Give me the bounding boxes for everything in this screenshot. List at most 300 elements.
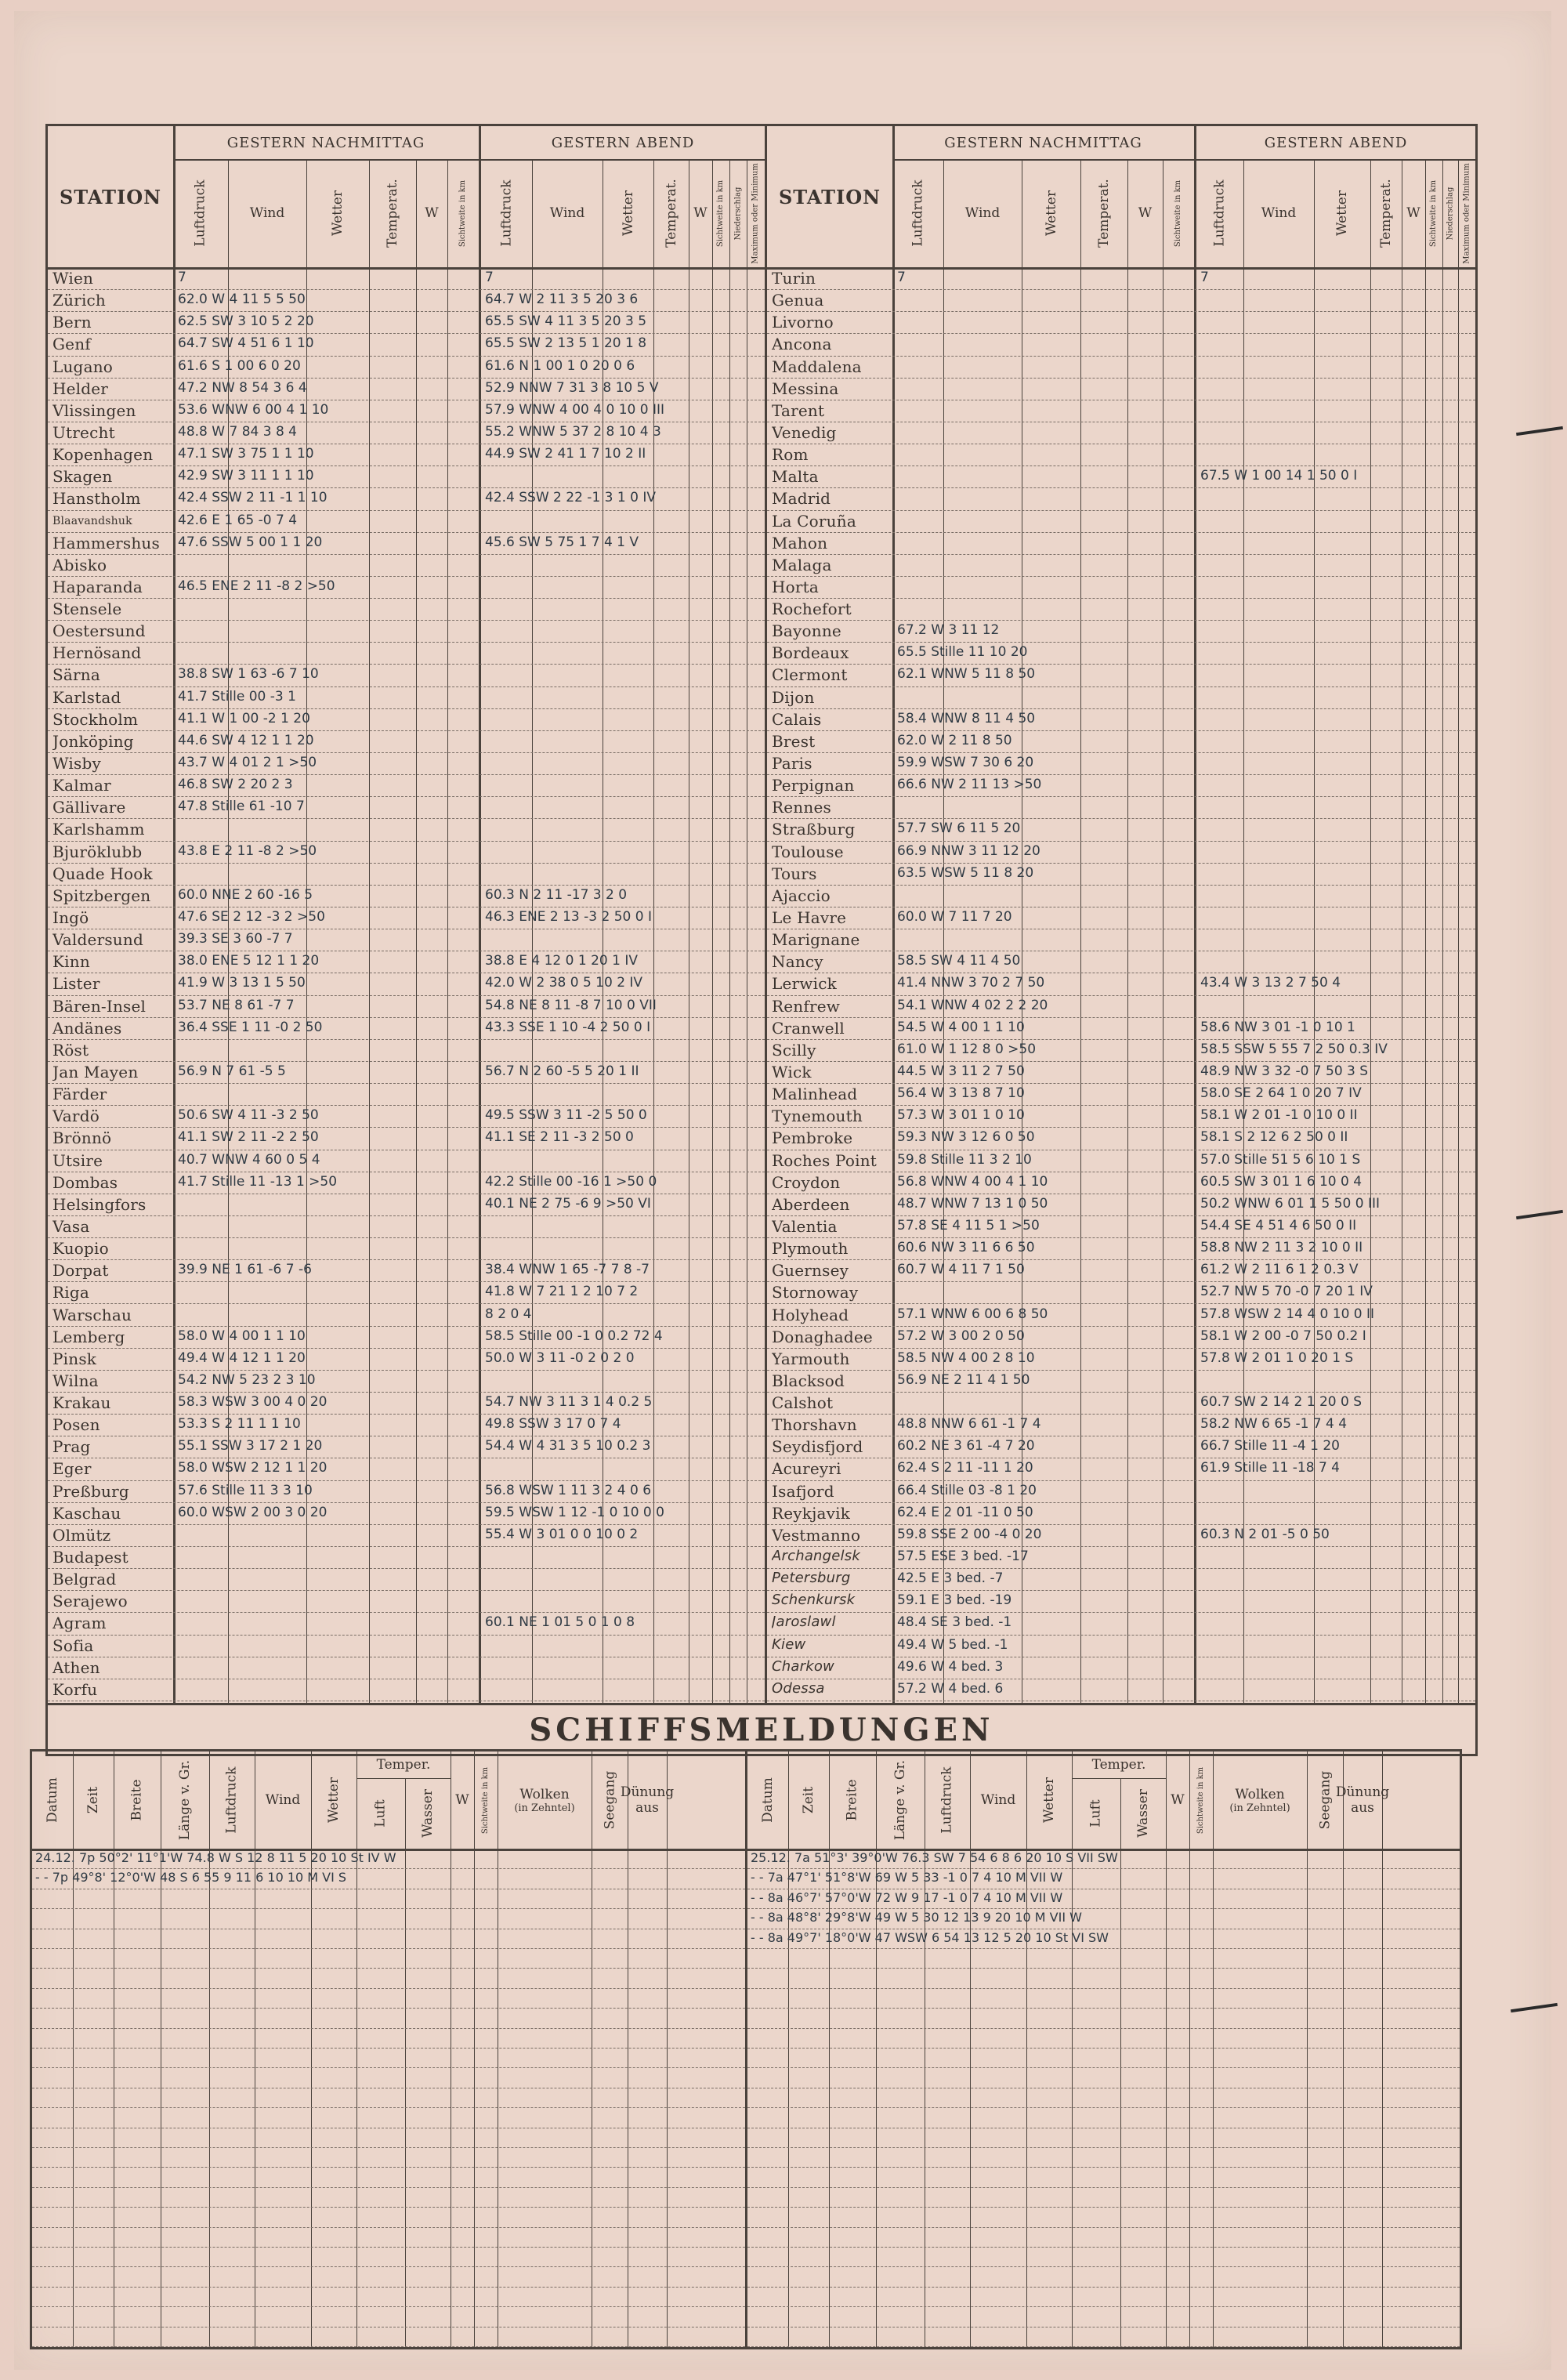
ship-col-wolken: Wolken (in Zehntel): [498, 1751, 592, 1849]
station-name: Schenkursk: [772, 1592, 856, 1609]
station-name: Kalmar: [52, 776, 111, 795]
ship-row: [32, 2266, 745, 2287]
ship-row: [747, 1988, 1460, 2009]
table-row: [767, 400, 1475, 422]
abend-values: 56.7 N 2 60 -5 5 20 1 II: [485, 1063, 639, 1079]
table-row: [48, 1281, 765, 1304]
nachmittag-values: 36.4 SSE 1 11 -0 2 50: [178, 1019, 323, 1035]
station-name: Genf: [52, 335, 91, 354]
abend-values: 55.4 W 3 01 0 0 10 0 2: [485, 1526, 639, 1542]
ship-col-wind: Wind: [970, 1751, 1027, 1849]
ship-col-sichtweite: Sichtweite in km: [474, 1751, 498, 1849]
station-name: Plymouth: [772, 1239, 849, 1259]
nachmittag-values: 54.2 NW 5 23 2 3 10: [178, 1371, 316, 1388]
station-name: Oestersund: [52, 621, 146, 641]
nachmittag-values: 55.1 SSW 3 17 2 1 20: [178, 1438, 323, 1454]
nachmittag-values: 53.7 NE 8 61 -7 7: [178, 997, 295, 1013]
station-name: Ajaccio: [772, 886, 831, 905]
station-name: Brönnö: [52, 1128, 112, 1148]
table-row: [767, 818, 1475, 841]
station-name: Dombas: [52, 1172, 118, 1192]
ship-row: [32, 1929, 745, 1949]
station-name: Korfu: [52, 1679, 98, 1699]
abend-values: 52.9 NNW 7 31 3 8 10 5 V: [485, 379, 659, 396]
table-row: [767, 1017, 1475, 1040]
table-row: [48, 465, 765, 488]
station-name: Odessa: [772, 1679, 825, 1697]
table-row: [48, 1546, 765, 1569]
table-row: [48, 1480, 765, 1503]
nachmittag-values: 57.2 W 3 00 2 0 50: [897, 1328, 1025, 1344]
station-name: Yarmouth: [772, 1349, 850, 1368]
station-name: Hammershus: [52, 533, 160, 552]
nachmittag-values: 62.0 W 4 11 5 5 50: [178, 292, 306, 308]
ship-col-wolken: Wolken (in Zehntel): [1213, 1751, 1308, 1849]
table-row: [48, 973, 765, 995]
table-row: [48, 1304, 765, 1327]
col-luftdruck-abend: Luftdruck: [1196, 159, 1244, 267]
abend-values: 52.7 NW 5 70 -0 7 20 1 IV: [1200, 1284, 1373, 1300]
station-column-header: STATION: [767, 126, 895, 267]
ship-col-seegang: Seegang: [592, 1751, 628, 1849]
abend-values: 42.4 SSW 2 22 -1 3 1 0 IV: [485, 490, 656, 506]
station-name: Valentia: [772, 1216, 838, 1236]
station-name: Preßburg: [52, 1481, 129, 1501]
table-row: [767, 929, 1475, 951]
table-row: [767, 1480, 1475, 1503]
nachmittag-values: 49.4 W 5 bed. -1: [897, 1636, 1008, 1653]
ship-col-duenung: Dünung aus: [628, 1751, 668, 1849]
station-name: Thorshavn: [772, 1415, 857, 1435]
col-sichtweite-abend: Sichtweite in km: [712, 159, 730, 267]
station-name: Brest: [772, 731, 816, 751]
table-row: [48, 400, 765, 422]
abend-values: 48.9 NW 3 32 -0 7 50 3 S: [1200, 1063, 1369, 1079]
col-wind: Wind: [228, 159, 307, 267]
abend-values: 60.5 SW 3 01 1 6 10 0 4: [1200, 1173, 1363, 1190]
ship-row: [747, 1849, 1460, 1869]
station-name: Aberdeen: [772, 1194, 850, 1214]
nachmittag-values: 42.5 E 3 bed. -7: [897, 1570, 1004, 1587]
nachmittag-values: 42.6 E 1 65 -0 7 4: [178, 512, 298, 528]
abend-values: 58.1 S 2 12 6 2 50 0 II: [1200, 1129, 1348, 1146]
ship-row: [747, 1929, 1460, 1949]
station-name: Turin: [772, 269, 816, 288]
table-row: [48, 1061, 765, 1084]
station-name: Quade Hook: [52, 864, 153, 883]
table-row: [48, 1083, 765, 1106]
ship-temper-group: Temper.: [356, 1751, 451, 1779]
abend-values: 67.5 W 1 00 14 1 50 0 I: [1200, 468, 1358, 484]
abend-values: 61.9 Stille 11 -18 7 4: [1200, 1460, 1340, 1476]
abend-values: 41.1 SE 2 11 -3 2 50 0: [485, 1129, 634, 1146]
table-row: [48, 1017, 765, 1040]
station-name: Messina: [772, 379, 839, 398]
abend-values: 7: [485, 270, 494, 285]
station-name: Athen: [52, 1657, 100, 1677]
station-name: Jonköping: [52, 731, 134, 751]
table-row: [767, 1304, 1475, 1327]
nachmittag-values: 59.8 Stille 11 3 2 10: [897, 1151, 1032, 1168]
station-name: Rom: [772, 445, 809, 465]
station-name: Jaroslawl: [772, 1614, 836, 1631]
table-row: [767, 951, 1475, 973]
table-row: [48, 1635, 765, 1657]
table-row: [48, 576, 765, 599]
table-row: [48, 532, 765, 555]
nachmittag-values: 43.7 W 4 01 2 1 >50: [178, 755, 317, 771]
nachmittag-values: 62.4 S 2 11 -11 1 20: [897, 1460, 1033, 1476]
ship-row: [32, 2088, 745, 2108]
table-row: [767, 752, 1475, 775]
station-name: Wick: [772, 1062, 812, 1081]
station-name: Seydisfjord: [772, 1437, 863, 1457]
station-name: Maddalena: [772, 357, 862, 376]
abend-values: 38.8 E 4 12 0 1 20 1 IV: [485, 953, 638, 969]
table-row: [767, 1568, 1475, 1591]
nachmittag-values: 61.0 W 1 12 8 0 >50: [897, 1041, 1037, 1057]
station-rows-right: [767, 267, 1475, 1703]
nachmittag-values: 40.7 WNW 4 60 0 5 4: [178, 1151, 320, 1168]
table-row: [48, 1370, 765, 1393]
abend-values: 54.4 SE 4 51 4 6 50 0 II: [1200, 1217, 1357, 1233]
station-name: Genua: [772, 291, 824, 310]
table-row: [48, 1524, 765, 1547]
col-w: W: [1127, 159, 1163, 267]
station-name: Gällivare: [52, 798, 126, 817]
ship-row: [747, 2306, 1460, 2327]
station-name: Croydon: [772, 1172, 841, 1192]
station-name: Rennes: [772, 798, 831, 817]
table-row: [767, 356, 1475, 379]
ship-row: [747, 2147, 1460, 2168]
station-name: Madrid: [772, 489, 831, 509]
nachmittag-values: 66.9 NNW 3 11 12 20: [897, 842, 1040, 859]
table-row: [48, 487, 765, 510]
col-luftdruck: Luftdruck: [173, 159, 229, 267]
station-name: Posen: [52, 1415, 100, 1435]
table-row: [48, 311, 765, 334]
table-row: [767, 907, 1475, 929]
station-name: Olmütz: [52, 1525, 111, 1545]
abend-values: 42.2 Stille 00 -16 1 >50 0: [485, 1173, 657, 1190]
station-name: Tynemouth: [772, 1107, 863, 1126]
abend-values: 61.2 W 2 11 6 1 2 0.3 V: [1200, 1262, 1359, 1278]
station-name: Malaga: [772, 555, 832, 574]
col-luftdruck: Luftdruck: [892, 159, 944, 267]
station-name: Särna: [52, 665, 100, 685]
ship-rows: [747, 1849, 1460, 2347]
nachmittag-values: 47.6 SE 2 12 -3 2 >50: [178, 909, 325, 925]
abend-group-header: GESTERN ABEND: [481, 126, 765, 161]
table-row: [767, 796, 1475, 819]
station-table-left: [48, 126, 767, 1703]
abend-values: 44.9 SW 2 41 1 7 10 2 II: [485, 446, 646, 462]
table-row: [48, 1458, 765, 1480]
abend-values: 58.8 NW 2 11 3 2 10 0 II: [1200, 1240, 1363, 1256]
station-name: Lister: [52, 974, 100, 994]
nachmittag-values: 49.4 W 4 12 1 1 20: [178, 1349, 306, 1366]
station-name: Reykjavik: [772, 1503, 851, 1523]
station-name: Renfrew: [772, 996, 841, 1016]
table-row: [767, 1281, 1475, 1304]
ship-row: [32, 2167, 745, 2187]
ship-entry: - - 7a 47°1' 51°8'W 69 W 5 33 -1 0 7 4 10 M VII W: [751, 1870, 1063, 1886]
nachmittag-values: 48.4 SE 3 bed. -1: [897, 1614, 1012, 1631]
station-name: Utrecht: [52, 422, 115, 442]
station-name: Färder: [52, 1085, 107, 1104]
table-row: [767, 1370, 1475, 1393]
abend-values: 45.6 SW 5 75 1 7 4 1 V: [485, 534, 639, 550]
nachmittag-values: 42.4 SSW 2 11 -1 1 10: [178, 490, 328, 506]
table-row: [767, 378, 1475, 400]
ship-col-duenung: Dünung aus: [1343, 1751, 1383, 1849]
station-name: Tarent: [772, 400, 825, 420]
table-row: [48, 730, 765, 753]
station-name: Roches Point: [772, 1150, 878, 1170]
ship-row: [32, 1868, 745, 1889]
station-name: Wilna: [52, 1371, 99, 1390]
table-row: [48, 1392, 765, 1415]
abend-values: 43.3 SSE 1 10 -4 2 50 0 I: [485, 1019, 651, 1035]
abend-values: 65.5 SW 4 11 3 5 20 3 5: [485, 313, 647, 330]
abend-values: 49.5 SSW 3 11 -2 5 50 0: [485, 1107, 647, 1124]
station-name: Vardö: [52, 1107, 100, 1126]
table-row: [767, 444, 1475, 466]
col-temperat: Temperat.: [369, 159, 417, 267]
ship-row: [32, 2187, 745, 2208]
col-wetter: Wetter: [1022, 159, 1081, 267]
station-name: Ancona: [772, 335, 832, 354]
nachmittag-values: 56.9 N 7 61 -5 5: [178, 1063, 286, 1079]
col-wetter-abend: Wetter: [603, 159, 654, 267]
table-row: [767, 532, 1475, 555]
table-row: [767, 510, 1475, 533]
ship-row: [32, 1889, 745, 1909]
col-temperat-abend: Temperat.: [1370, 159, 1402, 267]
station-name: Ingö: [52, 908, 89, 927]
table-row: [48, 929, 765, 951]
nachmittag-values: 47.8 Stille 61 -10 7: [178, 799, 305, 815]
station-name: Agram: [52, 1614, 107, 1633]
nachmittag-values: 59.1 E 3 bed. -19: [897, 1592, 1012, 1609]
abend-values: 57.8 WSW 2 14 4 0 10 0 II: [1200, 1306, 1375, 1322]
abend-values: 56.8 WSW 1 11 3 2 4 0 6: [485, 1482, 652, 1498]
abend-values: 66.7 Stille 11 -4 1 20: [1200, 1438, 1340, 1454]
nachmittag-values: 65.5 Stille 11 10 20: [897, 644, 1028, 661]
station-name: Vestmanno: [772, 1525, 861, 1545]
abend-values: 58.1 W 2 01 -1 0 10 0 II: [1200, 1107, 1358, 1124]
station-name: Malta: [772, 467, 819, 487]
table-row: [48, 1039, 765, 1062]
station-name: Petersburg: [772, 1570, 851, 1587]
ship-col-wetter: Wetter: [311, 1751, 357, 1849]
ship-entry: 24.12. 7p 50°2' 11°1'W 74.8 W S 12 8 11 5 20 10 St IV W: [35, 1850, 396, 1865]
table-row: [48, 378, 765, 400]
nachmittag-values: 56.4 W 3 13 8 7 10: [897, 1085, 1025, 1102]
ship-row: [747, 2107, 1460, 2128]
col-w-abend: W: [1402, 159, 1426, 267]
col-temperat: Temperat.: [1080, 159, 1128, 267]
table-row: [767, 1502, 1475, 1525]
nachmittag-values: 57.8 SE 4 11 5 1 >50: [897, 1217, 1040, 1233]
table-row: [48, 1127, 765, 1150]
abend-values: 60.3 N 2 01 -5 0 50: [1200, 1526, 1330, 1542]
ship-entry: - - 8a 48°8' 29°8'W 49 W 5 30 12 13 9 20 10 M VII W: [751, 1910, 1082, 1925]
abend-values: 46.3 ENE 2 13 -3 2 50 0 I: [485, 909, 652, 925]
ship-row: [747, 2327, 1460, 2347]
ship-row: [32, 2028, 745, 2049]
nachmittag-values: 62.5 SW 3 10 5 2 20: [178, 313, 314, 330]
abend-values: 50.0 W 3 11 -0 2 0 2 0: [485, 1349, 635, 1366]
station-name: La Coruña: [772, 511, 856, 531]
table-row: [48, 1172, 765, 1194]
col-wetter: Wetter: [306, 159, 370, 267]
ship-row: [747, 2048, 1460, 2068]
table-row: [767, 333, 1475, 356]
ship-col-seegang: Seegang: [1307, 1751, 1344, 1849]
station-name: Holyhead: [772, 1305, 849, 1324]
station-name: Hanstholm: [52, 489, 141, 509]
col-sichtweite: Sichtweite in km: [447, 159, 481, 267]
table-row: [767, 1150, 1475, 1172]
station-name: Bayonne: [772, 621, 841, 641]
station-name: Venedig: [772, 422, 837, 442]
ship-row: [747, 1889, 1460, 1909]
station-name: Utsire: [52, 1150, 103, 1170]
ship-col-luftdruck: Luftdruck: [925, 1751, 971, 1849]
abend-values: 61.6 N 1 00 1 0 20 0 6: [485, 357, 635, 374]
ship-entry: - - 8a 46°7' 57°0'W 72 W 9 17 -1 0 7 4 10 M VII W: [751, 1889, 1063, 1905]
ship-reports-title: SCHIFFSMELDUNGEN: [45, 1705, 1478, 1756]
table-row: [767, 1436, 1475, 1458]
station-name: Rochefort: [772, 600, 852, 619]
table-row: [767, 576, 1475, 599]
station-name: Abisko: [52, 555, 107, 574]
abend-values: 7: [1200, 270, 1209, 285]
ship-row: [747, 2266, 1460, 2287]
station-name: Marignane: [772, 930, 860, 950]
ship-table-right: [747, 1751, 1460, 2347]
table-row: [48, 1612, 765, 1635]
col-temperat-abend: Temperat.: [653, 159, 689, 267]
nachmittag-values: 60.2 NE 3 61 -4 7 20: [897, 1438, 1035, 1454]
col-sichtweite-abend: Sichtweite in km: [1425, 159, 1443, 267]
table-row: [48, 951, 765, 973]
station-name: Blacksod: [772, 1371, 845, 1390]
nachmittag-values: 47.6 SSW 5 00 1 1 20: [178, 534, 323, 550]
table-row: [48, 863, 765, 886]
station-name: Bären-Insel: [52, 996, 147, 1016]
station-name: Toulouse: [772, 842, 844, 861]
nachmittag-group-header: GESTERN NACHMITTAG: [173, 126, 481, 161]
nachmittag-values: 48.8 W 7 84 3 8 4: [178, 423, 297, 440]
nachmittag-values: 46.5 ENE 2 11 -8 2 >50: [178, 578, 335, 594]
ship-col-breite: Breite: [114, 1751, 161, 1849]
nachmittag-values: 41.4 NNW 3 70 2 7 50: [897, 975, 1045, 991]
abend-values: 58.0 SE 2 64 1 0 20 7 IV: [1200, 1085, 1362, 1102]
ship-row: [32, 2128, 745, 2148]
table-row: [767, 973, 1475, 995]
nachmittag-values: 57.5 ESE 3 bed. -17: [897, 1549, 1029, 1565]
ship-row: [747, 2028, 1460, 2049]
table-row: [767, 1259, 1475, 1282]
table-row: [767, 730, 1475, 753]
station-table-right: [767, 126, 1475, 1703]
table-row: [48, 995, 765, 1018]
nachmittag-values: 66.6 NW 2 11 13 >50: [897, 777, 1042, 793]
table-row: [767, 686, 1475, 709]
abend-values: 65.5 SW 2 13 5 1 20 1 8: [485, 335, 647, 352]
nachmittag-values: 67.2 W 3 11 12: [897, 622, 1000, 639]
nachmittag-values: 62.4 E 2 01 -11 0 50: [897, 1504, 1033, 1520]
station-name: Horta: [772, 577, 820, 596]
table-row: [767, 1458, 1475, 1480]
nachmittag-values: 39.9 NE 1 61 -6 7 -6: [178, 1262, 312, 1278]
abend-values: 58.1 W 2 00 -0 7 50 0.2 I: [1200, 1328, 1366, 1344]
table-row: [767, 1635, 1475, 1657]
ship-row: [32, 1988, 745, 2009]
nachmittag-values: 47.1 SW 3 75 1 1 10: [178, 446, 314, 462]
ship-col-luft: Luft: [1072, 1778, 1121, 1849]
nachmittag-values: 64.7 SW 4 51 6 1 10: [178, 335, 314, 352]
col-w: W: [416, 159, 448, 267]
station-name: Tours: [772, 864, 817, 883]
station-name: Lemberg: [52, 1327, 125, 1346]
ship-row: [32, 2327, 745, 2347]
nachmittag-values: 39.3 SE 3 60 -7 7: [178, 931, 293, 947]
table-row: [767, 267, 1475, 290]
station-name: Kiew: [772, 1636, 806, 1653]
ship-col-zeit: Zeit: [788, 1751, 830, 1849]
ship-col-datum: Datum: [32, 1751, 74, 1849]
abend-values: 64.7 W 2 11 3 5 20 3 6: [485, 292, 639, 308]
abend-values: 50.2 WNW 6 01 1 5 50 0 III: [1200, 1195, 1380, 1212]
ship-row: [747, 1968, 1460, 1988]
abend-values: 58.6 NW 3 01 -1 0 10 1: [1200, 1019, 1355, 1035]
nachmittag-values: 57.2 W 4 bed. 6: [897, 1680, 1004, 1697]
station-name: Stornoway: [772, 1283, 859, 1302]
ship-row: [747, 2008, 1460, 2028]
table-row: [48, 1590, 765, 1613]
nachmittag-values: 57.6 Stille 11 3 3 10: [178, 1482, 313, 1498]
abend-values: 58.2 NW 6 65 -1 7 4 4: [1200, 1416, 1348, 1433]
nachmittag-values: 47.2 NW 8 54 3 6 4: [178, 379, 307, 396]
nachmittag-values: 58.0 WSW 2 12 1 1 20: [178, 1460, 328, 1476]
station-name: Scilly: [772, 1040, 816, 1060]
table-row: [48, 444, 765, 466]
ship-temper-group: Temper.: [1072, 1751, 1167, 1779]
table-row: [767, 1414, 1475, 1436]
ship-row: [32, 2107, 745, 2128]
nachmittag-values: 56.9 NE 2 11 4 1 50: [897, 1371, 1030, 1388]
nachmittag-group-header: GESTERN NACHMITTAG: [892, 126, 1196, 161]
station-name: Vlissingen: [52, 400, 136, 420]
ship-col-zeit: Zeit: [73, 1751, 114, 1849]
table-row: [48, 796, 765, 819]
ship-row: [747, 2088, 1460, 2108]
table-row: [767, 1679, 1475, 1701]
station-name: Straßburg: [772, 820, 856, 839]
station-name: Röst: [52, 1040, 89, 1060]
table-row: [767, 1215, 1475, 1238]
table-row: [48, 708, 765, 731]
ship-col-w: W: [1166, 1751, 1190, 1849]
table-row: [767, 487, 1475, 510]
col-wind: Wind: [943, 159, 1022, 267]
ship-row: [32, 2227, 745, 2248]
abend-values: 57.8 W 2 01 1 0 20 1 S: [1200, 1349, 1354, 1366]
